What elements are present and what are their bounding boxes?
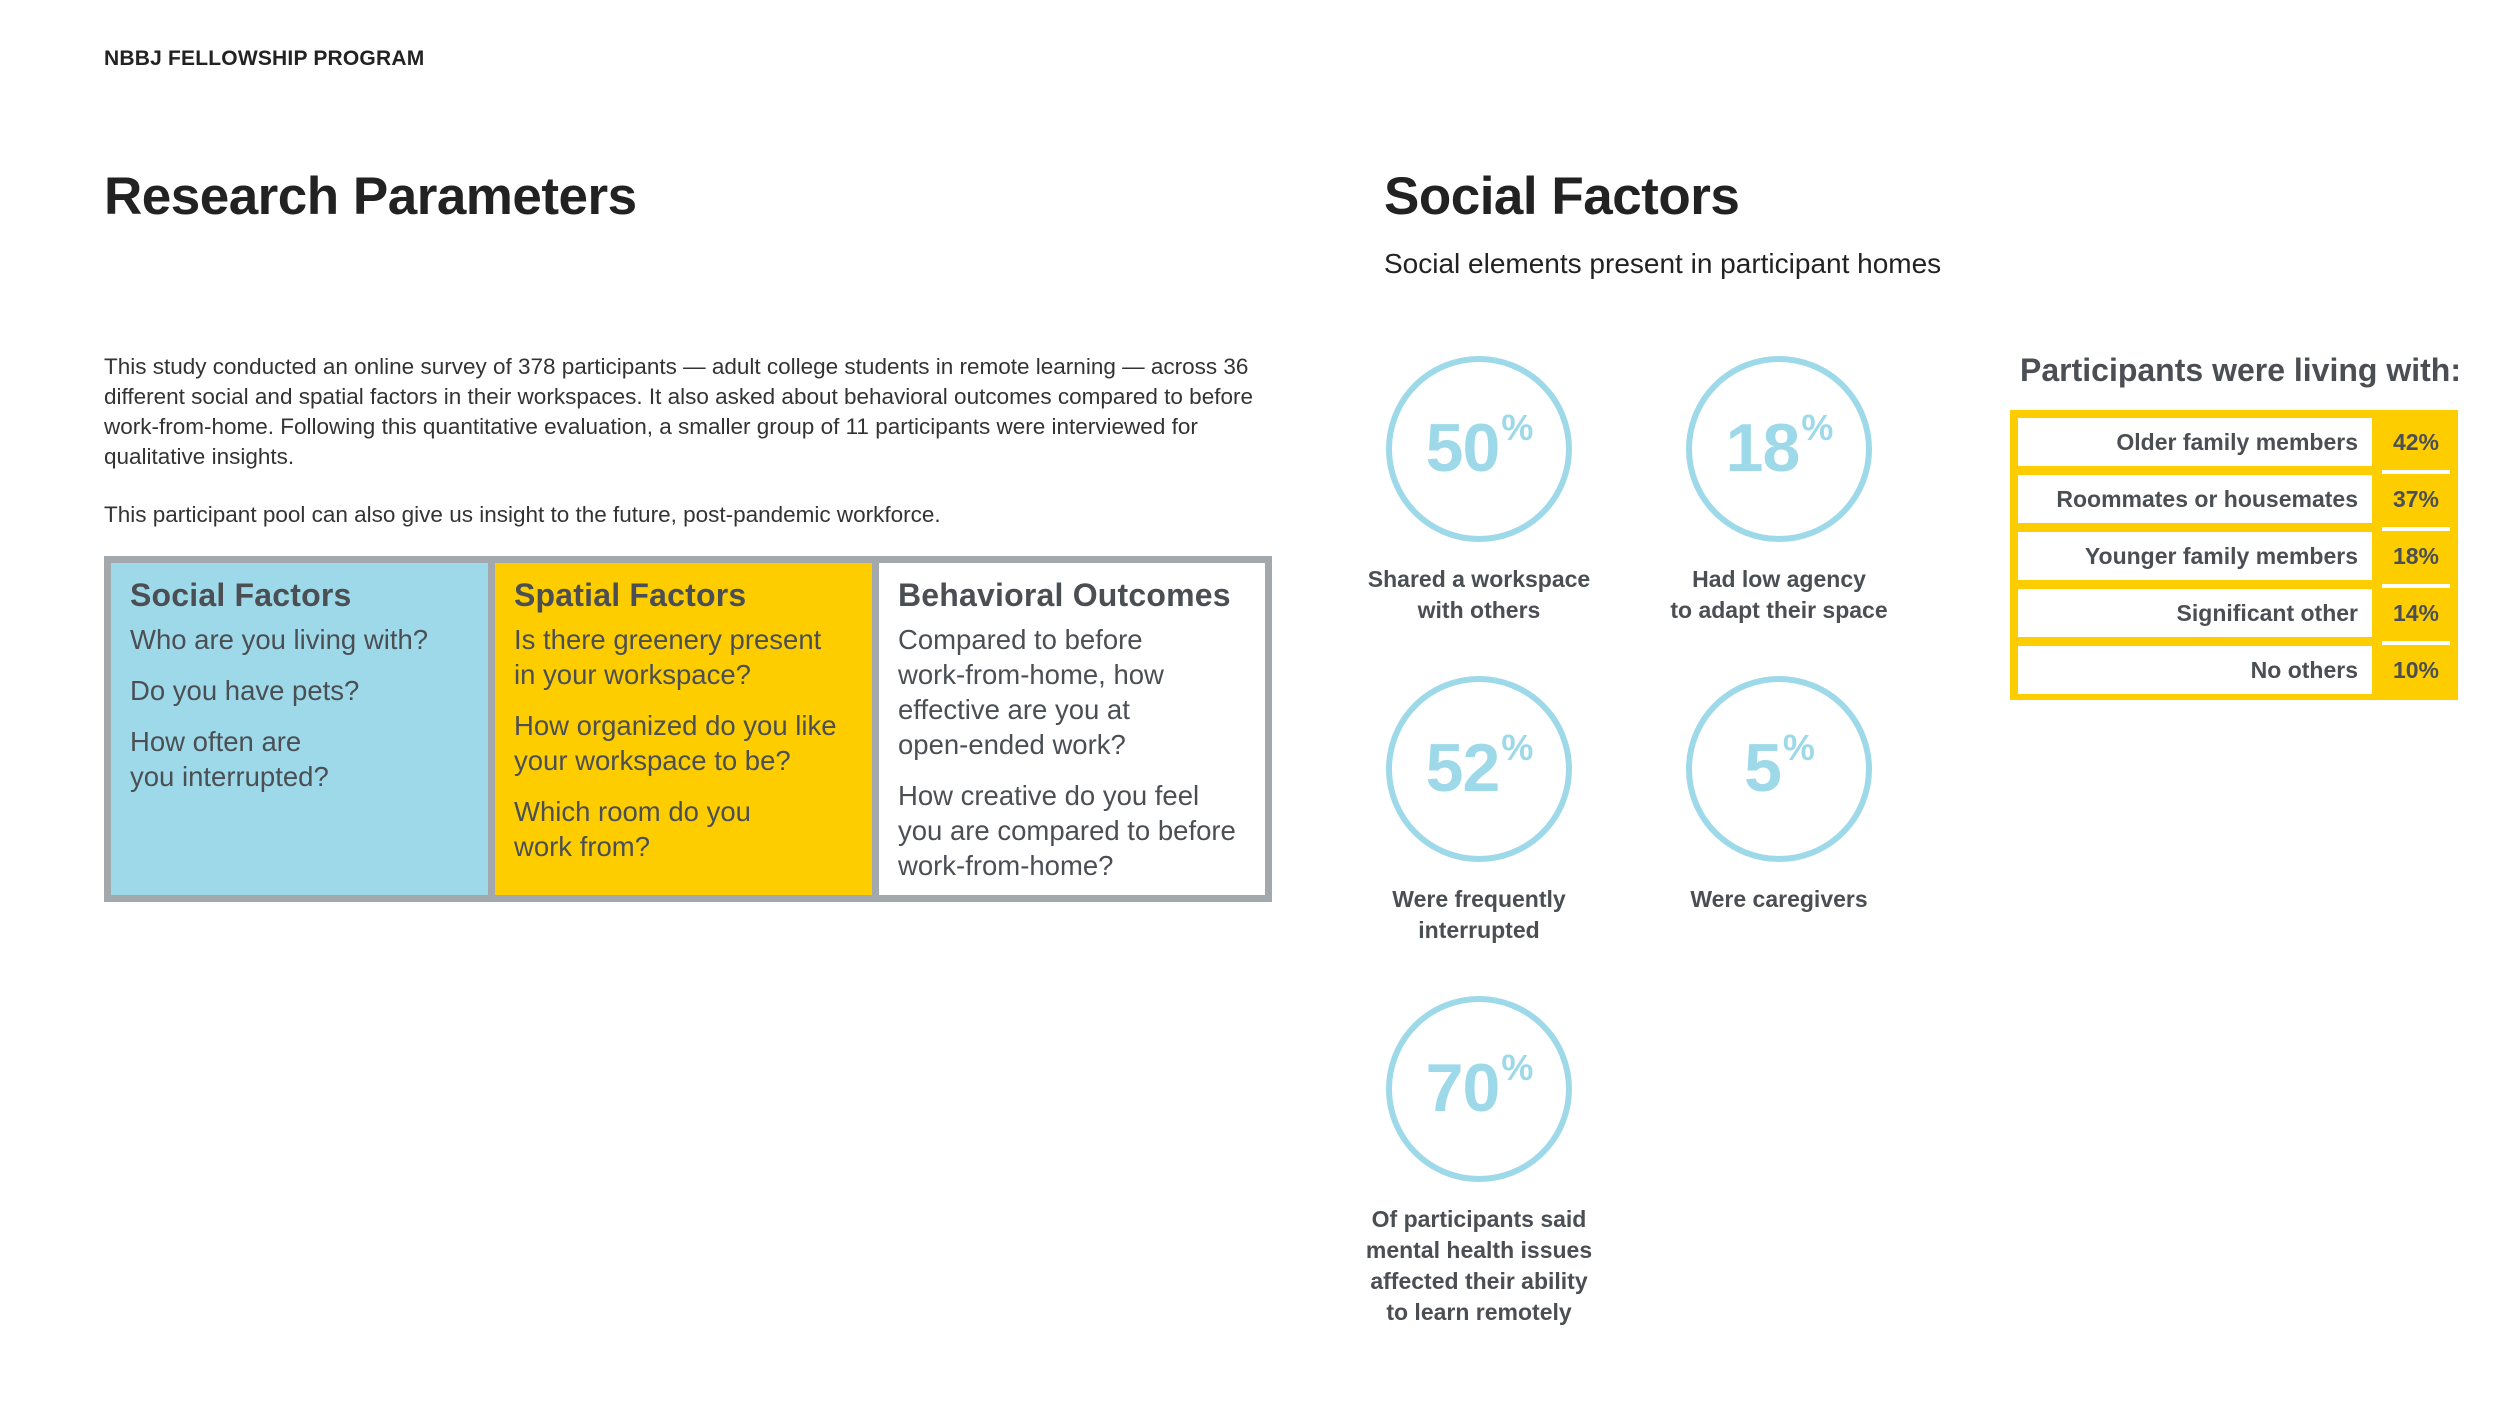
spatial-factors-column <box>495 563 872 895</box>
stat-caption: Had low agency to adapt their space <box>1670 566 1888 623</box>
row-value: 18% <box>2382 532 2450 580</box>
social-factors-column <box>111 563 488 895</box>
question: How creative do you feel you are compared to before work-from-home? <box>898 780 1236 881</box>
living-with-title: Participants were living with: <box>2020 352 2461 388</box>
row-label: Older family members <box>2018 418 2372 466</box>
row-value: 10% <box>2382 646 2450 694</box>
row-value: 37% <box>2382 475 2450 523</box>
stat-caption: Shared a workspace with others <box>1367 566 1591 623</box>
question: How often are you interrupted? <box>130 726 329 792</box>
row-label: No others <box>2018 646 2372 694</box>
question: How organized do you like your workspace to be? <box>514 710 837 776</box>
stat-card <box>1354 676 1604 946</box>
percent-ring-icon <box>1386 676 1572 862</box>
stat-card <box>1354 996 1604 1328</box>
question: Who are you living with? <box>130 624 429 655</box>
intro-paragraph-2: This participant pool can also give us insight to the future, post-pandemic workforce. <box>104 502 941 527</box>
stat-caption: Of participants said mental health issues affected their ability to learn remotely <box>1365 1206 1593 1325</box>
percent-ring-icon <box>1386 356 1572 542</box>
stat-value: 5% <box>1744 727 1814 806</box>
column-title: Behavioral Outcomes <box>898 577 1231 613</box>
question: Is there greenery present in your workspace? <box>514 624 822 690</box>
table-row <box>2018 646 2450 694</box>
stat-card <box>1654 676 1904 915</box>
row-label: Roommates or housemates <box>2018 475 2372 523</box>
row-label: Significant other <box>2018 589 2372 637</box>
table-row <box>2018 475 2450 523</box>
question: Do you have pets? <box>130 675 360 706</box>
behavioral-outcomes-column <box>879 563 1265 895</box>
stat-card <box>1354 356 1604 626</box>
question: Which room do you work from? <box>514 796 751 862</box>
row-value: 42% <box>2392 429 2440 455</box>
percent-ring-icon <box>1386 996 1572 1182</box>
stat-value: 70% <box>1425 1047 1533 1126</box>
table-row <box>2018 418 2450 466</box>
section-subtitle: Social elements present in participant homes <box>1384 248 1942 279</box>
table-row <box>2018 532 2450 580</box>
living-with-table <box>2010 410 2458 700</box>
question: Compared to before work-from-home, how effective are you at open-ended work? <box>898 624 1164 760</box>
page-title: Research Parameters <box>104 167 637 226</box>
percent-ring-icon <box>1686 676 1872 862</box>
table-row <box>2018 589 2450 637</box>
stat-caption: Were frequently interrupted <box>1392 886 1566 943</box>
section-title: Social Factors <box>1384 167 1740 226</box>
column-title: Spatial Factors <box>514 577 747 613</box>
stat-value: 18% <box>1725 407 1833 486</box>
row-label: Younger family members <box>2018 532 2372 580</box>
stat-caption: Were caregivers <box>1690 886 1868 912</box>
program-label: NBBJ FELLOWSHIP PROGRAM <box>104 47 425 70</box>
stat-value: 50% <box>1425 407 1533 486</box>
row-value: 14% <box>2382 589 2450 637</box>
stat-value: 52% <box>1425 727 1533 806</box>
factors-table <box>104 556 1272 902</box>
percent-ring-icon <box>1686 356 1872 542</box>
column-title: Social Factors <box>130 577 352 613</box>
intro-paragraph: This study conducted an online survey of 378 participants — adult college students in remote learning — across 36 different social and spatial factors in their workspaces. It also asked about behavioral outcomes compared to before work-from-home. Following this quantitative evaluation, a smaller group of 11 participants were interviewed for qualitative insights. <box>104 354 1253 469</box>
stat-card <box>1654 356 1904 626</box>
